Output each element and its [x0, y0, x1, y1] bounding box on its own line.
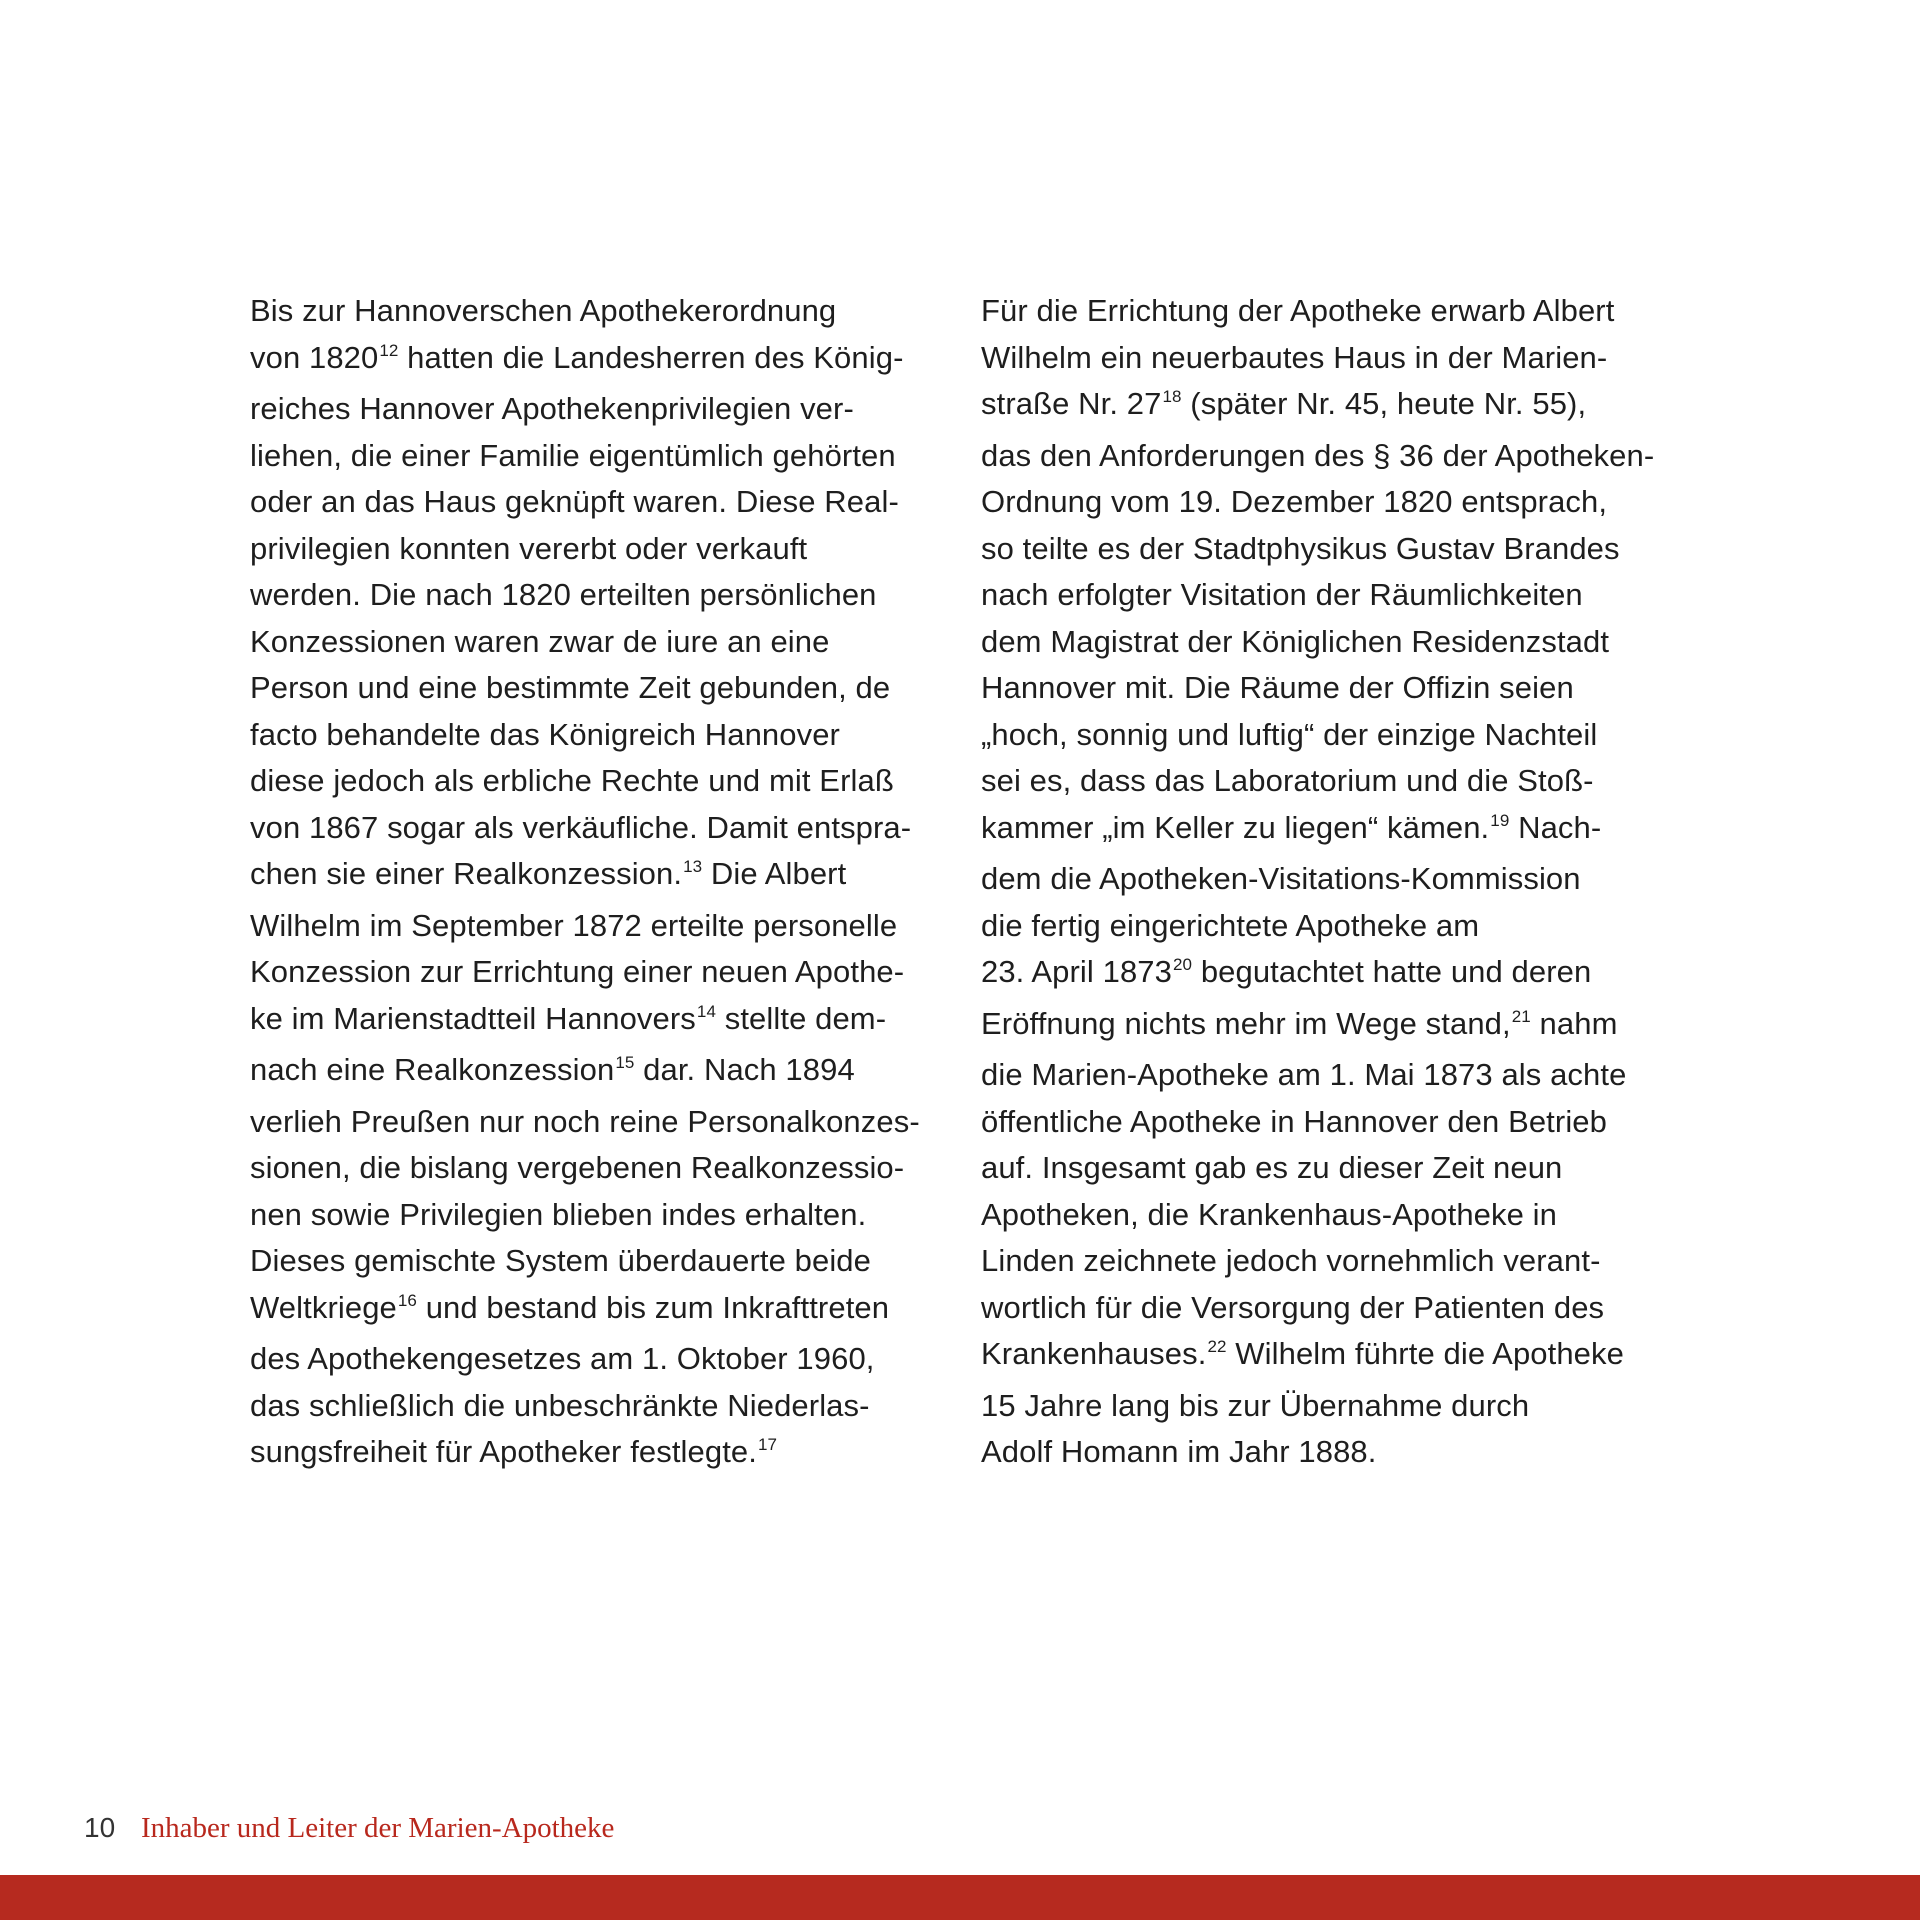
line-text: die Marien-Apotheke am 1. Mai 1873 als achte — [981, 1057, 1627, 1092]
footnote-marker: 15 — [615, 1053, 635, 1072]
line-text-continued: Nach- — [1509, 809, 1602, 845]
text-line — [981, 1099, 1681, 1146]
footnote-marker: 14 — [696, 1001, 717, 1021]
line-text: Dieses gemischte System überdauerte beide — [250, 1243, 871, 1278]
text-line — [981, 526, 1681, 573]
text-line — [981, 712, 1681, 759]
line-text: straße Nr. 27 — [981, 386, 1162, 421]
line-text-continued: hatten die Landesherren des König- — [398, 339, 904, 375]
text-line — [981, 1001, 1681, 1053]
footnote-marker: 12 — [379, 340, 399, 360]
text-line — [981, 1238, 1681, 1285]
line-text: diese jedoch als erbliche Rechte und mit Erlaß — [250, 763, 894, 798]
line-text: 23. April 1873 — [981, 954, 1172, 989]
line-text: Weltkriege — [250, 1289, 397, 1325]
line-text: von 1820 — [250, 339, 379, 375]
line-text: Linden zeichnete jedoch vornehmlich verant- — [981, 1243, 1601, 1278]
line-text: Adolf Homann im Jahr 1888. — [981, 1434, 1377, 1469]
line-text: sungsfreiheit für Apotheker festlegte. — [250, 1434, 757, 1469]
line-text-continued: und bestand bis zum Inkrafttreten — [416, 1289, 890, 1325]
line-text-continued: Die Albert — [702, 856, 847, 891]
text-line — [981, 949, 1681, 1001]
text-line — [981, 381, 1681, 433]
text-line — [981, 1429, 1681, 1476]
line-text: ke im Marienstadtteil Hannovers — [250, 1000, 696, 1036]
line-text: so teilte es der Stadtphysikus Gustav Brandes — [981, 530, 1620, 566]
line-text: Ordnung vom 19. Dezember 1820 entsprach, — [981, 484, 1608, 519]
line-text: Apotheken, die Krankenhaus-Apotheke in — [981, 1196, 1557, 1232]
text-line — [250, 1285, 950, 1337]
text-line — [250, 1383, 950, 1430]
text-line — [250, 1145, 950, 1192]
line-text: Hannover mit. Die Räume der Offizin seien — [981, 670, 1574, 705]
text-line — [250, 851, 950, 903]
page-footer — [84, 1810, 614, 1846]
text-line — [250, 665, 950, 712]
text-line — [250, 1336, 950, 1383]
line-text: kammer „im Keller zu liegen“ kämen. — [981, 809, 1490, 845]
text-line — [981, 288, 1681, 335]
line-text: Krankenhauses. — [981, 1336, 1207, 1371]
line-text: die fertig eingerichtete Apotheke am — [981, 907, 1480, 943]
line-text: dem Magistrat der Königlichen Residenzstadt — [981, 623, 1610, 659]
text-line — [981, 1383, 1681, 1430]
line-text: verlieh Preußen nur noch reine Personalkonzes- — [250, 1103, 920, 1139]
line-text: öffentliche Apotheke in Hannover den Betrieb — [981, 1103, 1607, 1139]
text-line — [250, 479, 950, 526]
line-text: oder an das Haus geknüpft waren. Diese Real- — [250, 484, 899, 519]
text-line — [981, 758, 1681, 805]
text-line — [250, 1099, 950, 1146]
line-text: auf. Insgesamt gab es zu dieser Zeit neun — [981, 1150, 1563, 1185]
line-text: sei es, dass das Laboratorium und die Stoß- — [981, 763, 1594, 798]
line-text: chen sie einer Realkonzession. — [250, 856, 683, 891]
bottom-accent-bar — [0, 1875, 1920, 1920]
text-line — [981, 903, 1681, 950]
text-line — [981, 805, 1681, 857]
line-text-continued: dar. Nach 1894 — [634, 1052, 855, 1087]
line-text: sionen, die bislang vergebenen Realkonzessio- — [250, 1150, 905, 1185]
line-text: privilegien konnten vererbt oder verkauft — [250, 530, 808, 566]
line-text: liehen, die einer Familie eigentümlich gehörten — [250, 437, 896, 473]
text-line — [981, 1145, 1681, 1192]
line-text: Für die Errichtung der Apotheke erwarb Albert — [981, 293, 1615, 328]
line-text: werden. Die nach 1820 erteilten persönlichen — [250, 577, 877, 612]
line-text-continued: begutachtet hatte und deren — [1192, 954, 1592, 989]
text-line — [250, 903, 950, 950]
line-text: von 1867 sogar als verkäufliche. Damit entspra- — [250, 809, 912, 845]
text-line — [981, 665, 1681, 712]
line-text: das schließlich die unbeschränkte Niederlas- — [250, 1387, 870, 1423]
line-text: facto behandelte das Königreich Hannover — [250, 716, 840, 752]
line-text-continued: (später Nr. 45, heute Nr. 55), — [1181, 386, 1587, 421]
text-line — [250, 758, 950, 805]
footnote-marker: 16 — [397, 1290, 417, 1310]
text-line — [981, 619, 1681, 666]
footnote-marker: 17 — [758, 1435, 778, 1454]
right-text-column — [981, 288, 1681, 1476]
text-line — [981, 335, 1681, 382]
text-line — [250, 288, 950, 335]
text-line — [250, 526, 950, 573]
line-text: „hoch, sonnig und luftig“ der einzige Nachteil — [981, 716, 1598, 752]
text-line — [250, 619, 950, 666]
text-line — [250, 1192, 950, 1239]
line-text-continued: stellte dem- — [716, 1000, 887, 1036]
line-text: des Apothekengesetzes am 1. Oktober 1960, — [250, 1341, 875, 1376]
text-line — [981, 856, 1681, 903]
line-text: Eröffnung nichts mehr im Wege stand, — [981, 1005, 1511, 1041]
text-line — [981, 1052, 1681, 1099]
text-line — [981, 1331, 1681, 1383]
text-line — [981, 572, 1681, 619]
line-text-continued: Wilhelm führte die Apotheke — [1226, 1336, 1624, 1371]
text-line — [981, 1285, 1681, 1332]
footnote-marker: 20 — [1173, 955, 1193, 974]
footnote-marker: 22 — [1207, 1337, 1227, 1356]
text-line — [250, 335, 950, 387]
text-line — [981, 433, 1681, 480]
line-text: Wilhelm im September 1872 erteilte personelle — [250, 907, 898, 943]
footnote-marker: 19 — [1490, 810, 1510, 830]
footnote-marker: 18 — [1162, 387, 1182, 406]
line-text-continued: nahm — [1530, 1005, 1618, 1041]
footnote-marker: 21 — [1511, 1006, 1531, 1026]
text-line — [250, 949, 950, 996]
line-text: Person und eine bestimmte Zeit gebunden, de — [250, 670, 891, 705]
line-text: Konzessionen waren zwar de iure an eine — [250, 623, 830, 659]
line-text: 15 Jahre lang bis zur Übernahme durch — [981, 1387, 1530, 1423]
text-line — [981, 1192, 1681, 1239]
line-text: Konzession zur Errichtung einer neuen Apothe- — [250, 954, 905, 989]
line-text: das den Anforderungen des § 36 der Apotheken- — [981, 437, 1655, 473]
text-line — [250, 1429, 950, 1481]
line-text: nach erfolgter Visitation der Räumlichkeiten — [981, 577, 1583, 612]
text-line — [250, 712, 950, 759]
text-line — [981, 479, 1681, 526]
text-line — [250, 996, 950, 1048]
line-text: dem die Apotheken-Visitations-Kommission — [981, 861, 1581, 896]
line-text: Bis zur Hannoverschen Apothekerordnung — [250, 293, 837, 328]
text-line — [250, 1238, 950, 1285]
footnote-marker: 13 — [683, 857, 703, 876]
text-line — [250, 386, 950, 433]
text-line — [250, 572, 950, 619]
text-line — [250, 1047, 950, 1099]
line-text: Wilhelm ein neuerbautes Haus in der Marien- — [981, 339, 1608, 375]
text-line — [250, 433, 950, 480]
left-text-column — [250, 288, 950, 1481]
section-title: Inhaber und Leiter der Marien-Apotheke — [140, 1812, 615, 1844]
line-text: nach eine Realkonzession — [250, 1052, 615, 1087]
text-line — [250, 805, 950, 852]
line-text: wortlich für die Versorgung der Patienten des — [981, 1289, 1605, 1325]
line-text: nen sowie Privilegien blieben indes erhalten. — [250, 1196, 867, 1232]
line-text: reiches Hannover Apothekenprivilegien ver- — [250, 391, 854, 426]
page-number: 10 — [84, 1812, 116, 1843]
